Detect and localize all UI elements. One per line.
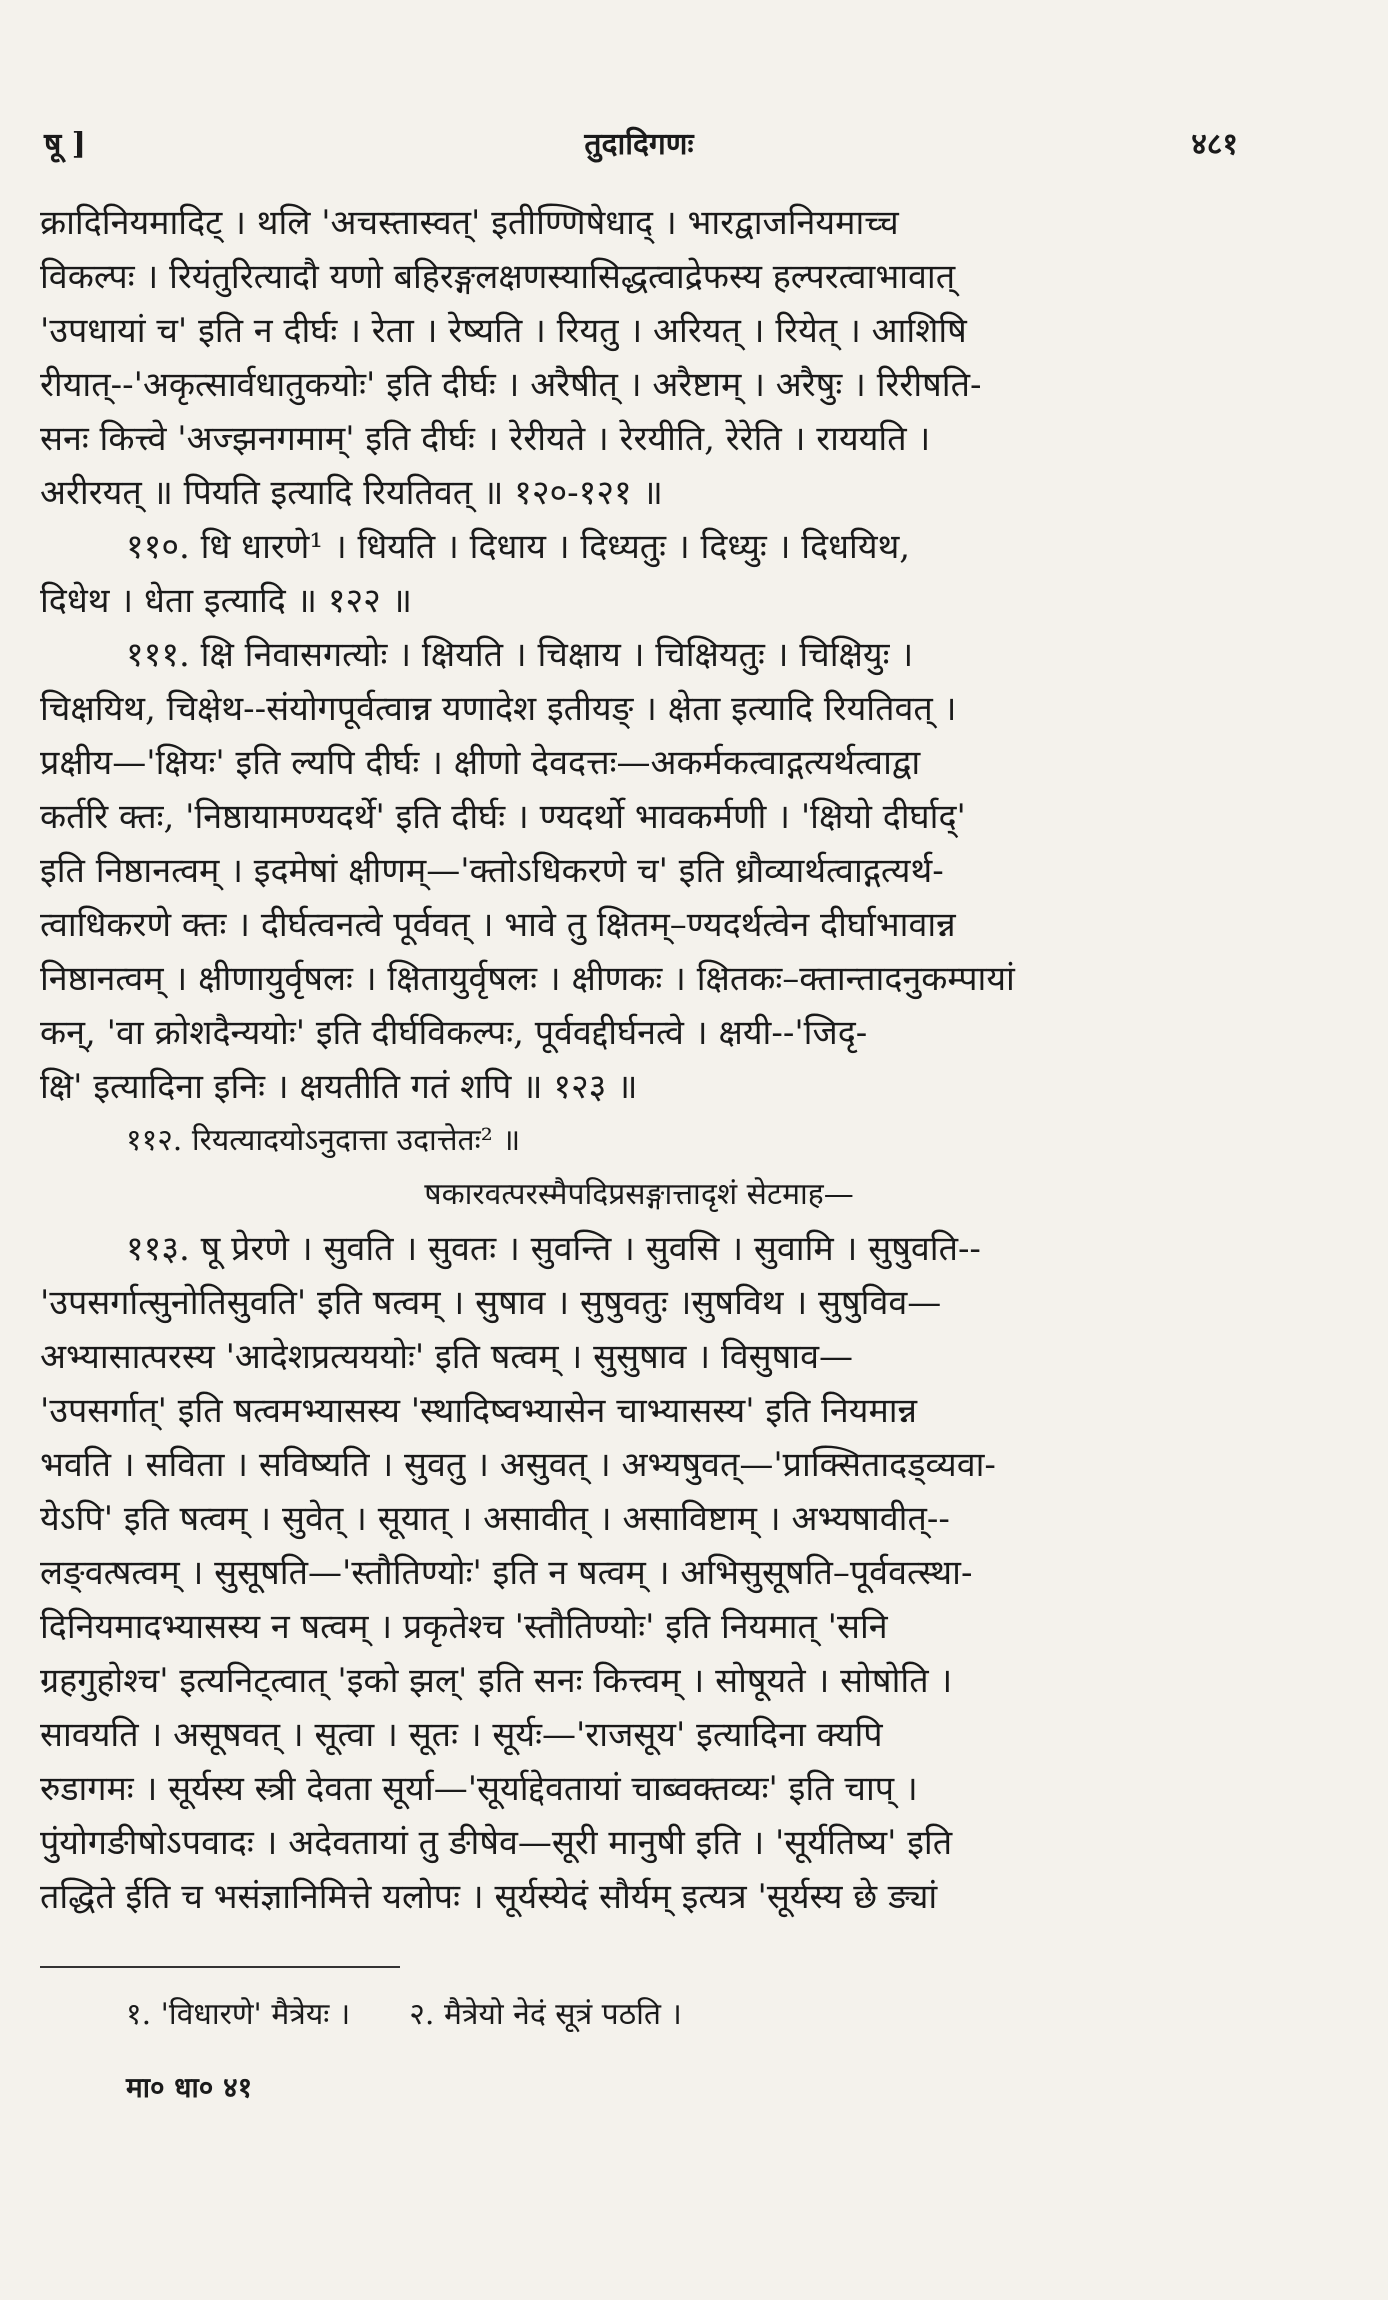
footnote-2: २. मैत्रेयो नेदं सूत्रं पठति । — [409, 1997, 682, 2032]
text-line: रीयात्--'अकृत्सार्वधातुकयोः' इति दीर्घः । अरैषीत् । अरैष्टाम् । अरैषुः । रिरीषति- — [40, 365, 982, 405]
footnote-1: १. 'विधारणे' मैत्रेयः । — [126, 1997, 351, 2032]
running-header — [40, 110, 1238, 170]
text-line: १११. क्षि निवासगत्योः । क्षियति । चिक्षाय । चिक्षियतुः । चिक्षियुः । — [126, 635, 914, 675]
text-line: अरीरयत् ॥ पियति इत्यादि रियतिवत् ॥ १२०-१२१ ॥ — [40, 473, 663, 513]
text-line: 'उपसर्गात्सुनोतिसुवति' इति षत्वम् । सुषाव । सुषुवतुः ।सुषविथ । सुषुविव— — [40, 1283, 942, 1323]
text-line: क्रादिनियमादिट् । थलि 'अचस्तास्वत्' इतीण्णिषेधाद् । भारद्वाजनियमाच्च — [40, 203, 899, 243]
text-line: ११०. धि धारणे¹ । धियति । दिधाय । दिध्यतुः । दिध्युः । दिधयिथ, — [126, 527, 911, 567]
text-line: निष्ठानत्वम् । क्षीणायुर्वृषलः । क्षितायुर्वृषलः । क्षीणकः । क्षितकः–क्तान्तादनुकम्पायां — [40, 959, 1015, 999]
footnotes — [40, 1992, 1238, 2038]
text-line: ११३. षू प्रेरणे । सुवति । सुवतः । सुवन्ति । सुवसि । सुवामि । सुषुवति-- — [126, 1229, 981, 1269]
text-line: लङ्वत्षत्वम् । सुसूषति—'स्तौतिण्योः' इति न षत्वम् । अभिसुसूषति–पूर्ववत्स्था- — [40, 1553, 973, 1593]
text-line: सावयति । असूषवत् । सूत्वा । सूतः । सूर्यः—'राजसूय' इत्यादिना क्यपि — [40, 1715, 883, 1755]
text-line: इति निष्ठानत्वम् । इदमेषां क्षीणम्—'क्तोऽधिकरणे च' इति ध्रौव्यार्थत्वाद्गत्यर्थ- — [40, 851, 944, 891]
page-number: ४८१ — [1191, 127, 1238, 162]
text-line: येऽपि' इति षत्वम् । सुवेत् । सूयात् । असावीत् । असाविष्टाम् । अभ्यषावीत्-- — [40, 1499, 950, 1539]
text-line: ग्रहगुहोश्च' इत्यनिट्त्वात् 'इको झल्' इति सनः कित्त्वम् । सोषूयते । सोषोति । — [40, 1661, 953, 1701]
text-line: 'उपधायां च' इति न दीर्घः । रेता । रेष्यति । रियतु । अरियत् । रियेत् । आशिषि — [40, 311, 967, 351]
footnote-divider — [40, 1966, 400, 1968]
text-line: कर्तरि क्तः, 'निष्ठायामण्यदर्थे' इति दीर्घः । ण्यदर्थो भावकर्मणी । 'क्षियो दीर्घाद्' — [40, 797, 966, 837]
text-line: भवति । सविता । सविष्यति । सुवतु । असुवत् । अभ्यषुवत्—'प्राक्सितादड्व्यवा- — [40, 1445, 996, 1485]
printer-signature: मा० धा० ४१ — [126, 2071, 253, 2104]
text-line: सनः कित्त्वे 'अज्झनगमाम्' इति दीर्घः । रेरीयते । रेरयीति, रेरेति । राययति । — [40, 419, 931, 459]
text-line: प्रक्षीय—'क्षियः' इति ल्यपि दीर्घः । क्षीणो देवदत्तः—अकर्मकत्वाद्गत्यर्थत्वाद्वा — [40, 743, 921, 783]
text-line: विकल्पः । रियंतुरित्यादौ यणो बहिरङ्गलक्षणस्यासिद्धत्वाद्रेफस्य हल्परत्वाभावात् — [40, 257, 956, 297]
main-text — [40, 196, 1238, 1924]
text-line: 'उपसर्गात्' इति षत्वमभ्यासस्य 'स्थादिष्वभ्यासेन चाभ्यासस्य' इति नियमान्न — [40, 1391, 917, 1431]
text-line: कन्, 'वा क्रोशदैन्ययोः' इति दीर्घविकल्पः, पूर्ववद्दीर्घनत्वे । क्षयी--'जिदृ- — [40, 1013, 868, 1053]
sutra-line: ११२. रियत्यादयोऽनुदात्ता उदात्तेतः² ॥ — [126, 1123, 521, 1158]
text-line: दिधेथ । धेता इत्यादि ॥ १२२ ॥ — [40, 581, 413, 621]
text-line: क्षि' इत्यादिना इनिः । क्षयतीति गतं शपि ॥ १२३ ॥ — [40, 1067, 638, 1107]
header-title: तुदादिगणः — [584, 127, 694, 162]
text-line: तद्धिते ईति च भसंज्ञानिमित्ते यलोपः । सूर्यस्येदं सौर्यम् इत्यत्र 'सूर्यस्य छे ङ्यां — [40, 1877, 938, 1917]
text-line: त्वाधिकरणे क्तः । दीर्घत्वनत्वे पूर्ववत् । भावे तु क्षितम्–ण्यदर्थत्वेन दीर्घाभावान्न — [40, 905, 956, 945]
text-line: पुंयोगङीषोऽपवादः । अदेवतायां तु ङीषेव—सूरी मानुषी इति । 'सूर्यतिष्य' इति — [40, 1823, 953, 1863]
text-line: दिनियमादभ्यासस्य न षत्वम् । प्रकृतेश्च 'स्तौतिण्योः' इति नियमात् 'सनि — [40, 1607, 888, 1647]
text-line: चिक्षयिथ, चिक्षेथ--संयोगपूर्वत्वान्न यणादेश इतीयङ् । क्षेता इत्यादि रियतिवत् । — [40, 689, 957, 729]
header-sutra-marker: षू ] — [44, 127, 86, 162]
section-heading: षकारवत्परस्मैपदिप्रसङ्गात्तादृशं सेटमाह— — [424, 1177, 854, 1212]
text-line: रुडागमः । सूर्यस्य स्त्री देवता सूर्या—'सूर्याद्देवतायां चाब्वक्तव्यः' इति चाप् । — [40, 1769, 918, 1809]
text-line: अभ्यासात्परस्य 'आदेशप्रत्यययोः' इति षत्वम् । सुसुषाव । विसुषाव— — [40, 1337, 854, 1377]
